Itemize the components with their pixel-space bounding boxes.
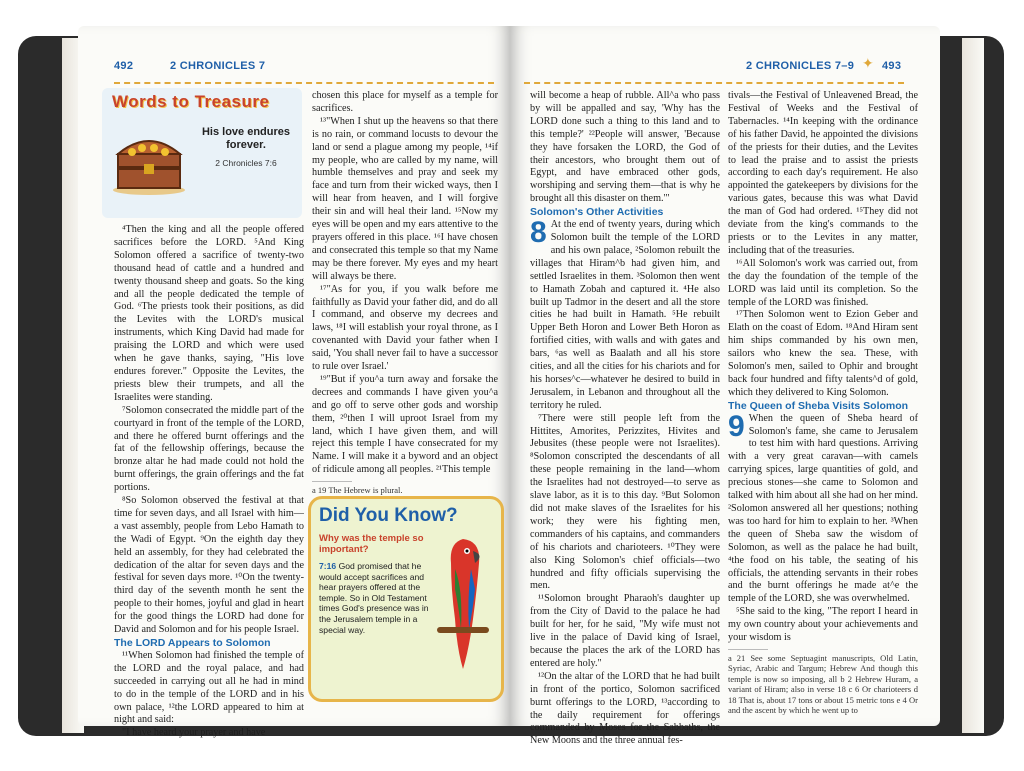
words-to-treasure-title: Words to Treasure: [112, 92, 270, 111]
chapter-number: 9: [728, 409, 745, 443]
verse-paragraph: ¹³"When I shut up the heavens so that there is no rain, or command locusts to devour the land or send a plague among my people, ¹⁴if my people, who are called by my name, will humble themselves and pray and seek my face and turn from their wicked ways, then I will hear from heaven, and I will forgive their sin and will heal their land. ¹⁵Now my eyes will be open and my ears attentive to the prayers offered in this place. ¹⁶I have chosen and consecrated this temple so that my Name may be there forever. My eyes and my heart will always be there.: [312, 115, 498, 282]
words-to-treasure-box: [102, 88, 302, 218]
verse-paragraph: ¹⁹"But if you^a turn away and forsake the decrees and commands I have given you^a and go off to serve other gods and worship them, ²⁰then I will uproot Israel from my land, which I have given them, and will reject this temple I have consecrated for my Name. I will make it a byword and an object of ridicule among all peoples. ²¹This temple: [312, 373, 498, 476]
running-header-left: 2 CHRONICLES 7: [170, 60, 266, 72]
footnote-rule: [312, 481, 352, 482]
verse-paragraph: "I have heard your prayer and have: [122, 727, 266, 739]
header-dashed-rule: [524, 82, 904, 84]
verse-paragraph: At the end of twenty years, during which Solomon built the temple of the LORD and his own palace, ²Solomon rebuilt the villages that Hiram^b had given him, and settled Israelites in them. ³Solomon then went to Hamath Zobah and captured it. ⁴He also built up Tadmor in the desert and all the store cities he had built in Hamath. ⁵He rebuilt Upper Beth Horon and Lower Beth Horon as fortified cities, with walls and with gates and bars, ⁶as well as Baalath and all his store cities, and all the cities for his chariots and for his horses^c—whatever he desired to build in Jerusalem, in Lebanon and throughout all the territory he ruled.: [530, 219, 720, 411]
page-number-right: 493: [882, 60, 902, 72]
verse-paragraph: ¹¹When Solomon had finished the temple of the LORD and the royal palace, and had succeeded in carrying out all he had in mind to do in the temple of the LORD and in his own palace, ¹²the LORD appeared to him at night and said:: [114, 649, 304, 726]
treasure-chest-icon: [110, 124, 188, 196]
words-to-treasure-quote: His love endures forever.: [201, 126, 291, 151]
verse-paragraph: When the queen of Sheba heard of Solomon's fame, she came to Jerusalem to test him with hard questions. Arriving with a very great caravan—with camels carrying spices, large quantities of gold, and precious stones—she came to Solomon and talked with him about all she had on her mind. ²Solomon answered all her questions; nothing was too hard for him to explain to her. ³When the queen of Sheba saw the wisdom of Solomon, as well as the palace he had built, ⁴the food on his table, the seating of his officials, the attending servants in their robes and the burnt offerings he made at^e the temple of the LORD, she was overwhelmed.: [728, 412, 918, 605]
verse-paragraph: tivals—the Festival of Unleavened Bread, the Festival of Weeks and the Festival of Tabernacles. ¹⁴In keeping with the ordinance of his father David, he appointed the divisions of the priests for their duties, and the Levites to lead the praise and to assist the priests according to each day's requirement. He also appointed the gatekeepers by divisions for the various gates, because this was what David the man of God had ordered. ¹⁵They did not deviate from the king's commands to the priests or to the Levites in any matter, including that of the treasuries.: [728, 90, 918, 256]
did-you-know-answer: [319, 561, 431, 635]
verse-paragraph: ¹⁶All Solomon's work was carried out, from the day the foundation of the temple of the LORD was laid until its completion. So the temple of the LORD was finished.: [728, 257, 918, 308]
page-number-left: 492: [114, 60, 134, 72]
parrot-icon: [433, 529, 493, 679]
verse-paragraph: ¹²On the altar of the LORD that he had built in front of the portico, Solomon sacrificed burnt offerings to the LORD, ¹³according to the daily requirement for offerings commanded by Moses for the Sabbaths, the New Moons and the three annual fes-: [530, 670, 720, 747]
footnotes: a 21 See some Septuagint manuscripts, Old Latin, Syriac, Arabic and Targum; Hebrew And though this temple is now so imposing, all b 2 Hebrew Huram, a variant of Hiram; also in verse 18 c 6 Or charioteers d 18 That is, about 17 tons or about 15 metric tons e 4 Or and the ascent by which he went up to: [728, 652, 918, 716]
footnote: a 19 The Hebrew is plural.: [312, 485, 403, 496]
verse-paragraph: ¹⁷"As for you, if you walk before me faithfully as David your father did, and do all I command, and observe my decrees and laws, ¹⁸I will establish your royal throne, as I covenanted with David your father when I said, 'You shall never fail to have a successor to rule over Israel.': [312, 283, 498, 373]
did-you-know-answer-text: God promised that he would accept sacrifices and hear prayers offered at the temple. So in Old Testament times God's presence was in the Jerusalem temple in a special way.: [319, 561, 429, 635]
verse-paragraph: ⁷Solomon consecrated the middle part of the courtyard in front of the temple of the LORD, and there he offered burnt offerings and the fat of the fellowship offerings, because the bronze altar he had made could not hold the burnt offerings, the grain offerings and the fat portions.: [114, 404, 304, 494]
section-heading: Solomon's Other Activities: [530, 206, 664, 219]
section-heading: The Queen of Sheba Visits Solomon: [728, 399, 909, 412]
chapter-number: 8: [530, 216, 547, 250]
did-you-know-title: Did You Know?: [319, 505, 458, 526]
verse-paragraph: chosen this place for myself as a temple for sacrifices.: [312, 90, 498, 114]
footnote-rule: [728, 649, 768, 650]
right-column-1: [530, 90, 720, 748]
words-to-treasure-reference: 2 Chronicles 7:6: [215, 158, 277, 168]
verse-paragraph: ⁴Then the king and all the people offered sacrifices before the LORD. ⁵And King Solomon offered a sacrifice of twenty-two thousand head of cattle and a hundred and twenty thousand sheep and goats. So the king and all the people dedicated the temple of God. ⁶The priests took their positions, as did the Levites with the LORD's musical instruments, which King David had made for praising the LORD and which were used when he gave thanks, saying, "His love endures forever." Opposite the Levites, the priests blew their trumpets, and all the Israelites were standing.: [114, 224, 304, 403]
verse-paragraph: ⁸So Solomon observed the festival at that time for seven days, and all Israel with him—a vast assembly, people from Lebo Hamath to the Wadi of Egypt. ⁹On the eighth day they held an assembly, for they had celebrated the dedication of the altar for seven days and the festival for seven days more. ¹⁰On the twenty-third day of the seventh month he sent the people to their homes, joyful and glad in heart for the good things the LORD had done for David and Solomon and for his people Israel.: [114, 495, 304, 636]
left-page: [78, 26, 510, 739]
did-you-know-box: [308, 496, 504, 702]
running-header-right: 2 CHRONICLES 7–9: [746, 60, 855, 72]
verse-paragraph: ¹¹Solomon brought Pharaoh's daughter up from the City of David to the palace he had built for her, for he said, "My wife must not live in the palace of David king of Israel, because the places the ark of the LORD has entered are holy.": [530, 593, 720, 669]
right-column-2: [728, 90, 918, 716]
verse-paragraph: will become a heap of rubble. All^a who pass by will be appalled and say, 'Why has the LORD done such a thing to this land and to this temple?' ²²People will answer, 'Because they have forsaken the LORD, the God of their ancestors, who brought them out of Egypt, and have embraced other gods, worshiping and serving them—that is why he brought all this disaster on them.'": [530, 90, 720, 205]
left-column-1: [114, 224, 304, 740]
header-dashed-rule: [114, 82, 494, 84]
sparkle-icon: ✦: [862, 57, 874, 72]
verse-paragraph: ¹⁷Then Solomon went to Ezion Geber and Elath on the coast of Edom. ¹⁸And Hiram sent him ships commanded by his own men, sailors who knew the sea. These, with Solomon's men, sailed to Ophir and brought back four hundred and fifty talents^d of gold, which they delivered to King Solomon.: [728, 309, 918, 398]
right-page: [510, 26, 940, 747]
page-edges-right: [962, 38, 984, 733]
left-column-2: [312, 90, 498, 496]
verse-paragraph: ⁷There were still people left from the Hittites, Amorites, Perizzites, Hivites and Jebusites (these people were not Israelites). ⁸Solomon conscripted the descendants of all these people remaining in the land—whom the Israelites had not destroyed—to serve as slave labor, as it is to this day. ⁹But Solomon did not make slaves of the Israelites for his work; they were his fighting men, commanders of his captains, and commanders of his chariots and charioteers. ¹⁰They were also King Solomon's chief officials—two hundred and fifty officials supervising the men.: [530, 412, 720, 592]
verse-paragraph: ⁵She said to the king, "The report I heard in my own country about your achievements and your wisdom is: [728, 606, 918, 644]
did-you-know-question: Why was the temple so important?: [319, 533, 424, 555]
did-you-know-ref: 7:16: [319, 561, 337, 571]
section-heading: The LORD Appears to Solomon: [114, 637, 271, 649]
